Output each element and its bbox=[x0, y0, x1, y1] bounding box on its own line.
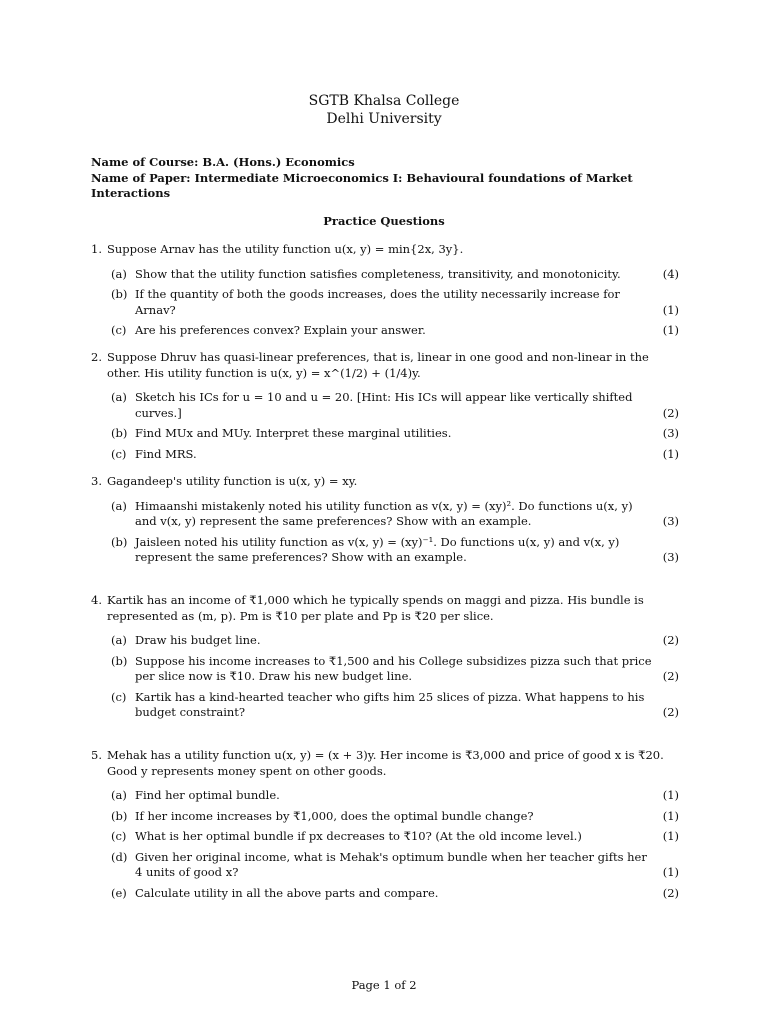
part-marks: (4) bbox=[662, 266, 679, 281]
question-number: 3. bbox=[91, 474, 102, 488]
part-text: Jaisleen noted his utility function as v(x, y) = (xy)⁻¹. Do functions u(x, y) and v(x, y) represent the same preferences? Show with an example. bbox=[135, 534, 620, 564]
part-marks: (1) bbox=[662, 829, 679, 843]
question-stem: Kartik has an income of ₹1,000 which he typically spends on maggi and pizza. His bundle is represented as (m, p). Pm is ₹10 per plate and Pp is ₹20 per slice. bbox=[107, 593, 644, 623]
part-label: (e) bbox=[111, 885, 127, 900]
university-name: Delhi University bbox=[326, 111, 442, 127]
part-marks: (1) bbox=[662, 788, 679, 802]
part-text: If her income increases by ₹1,000, does the optimal bundle change? bbox=[135, 808, 534, 823]
part-marks: (2) bbox=[662, 633, 679, 647]
part-text: Kartik has a kind-hearted teacher who gifts him 25 slices of pizza. What happens to his budget constraint? bbox=[135, 689, 645, 719]
question-5 bbox=[91, 748, 679, 901]
part-text: Given her original income, what is Mehak's optimum bundle when her teacher gifts her 4 units of good x? bbox=[135, 849, 647, 879]
part-label: (c) bbox=[111, 829, 127, 843]
page-number: Page 1 of 2 bbox=[351, 978, 417, 992]
part-label: (a) bbox=[111, 633, 127, 647]
part-marks: (2) bbox=[662, 405, 679, 420]
part-label: (a) bbox=[111, 788, 127, 802]
part-label: (a) bbox=[111, 266, 127, 281]
question-number: 5. bbox=[91, 748, 102, 762]
question-number: 4. bbox=[91, 593, 102, 607]
part-marks: (3) bbox=[662, 426, 679, 440]
part-text: Show that the utility function satisfies completeness, transitivity, and monotonicity. bbox=[135, 266, 621, 281]
course-name: Name of Course: B.A. (Hons.) Economics bbox=[91, 155, 355, 169]
part-marks: (2) bbox=[662, 669, 679, 683]
question-part bbox=[111, 654, 679, 685]
part-label: (b) bbox=[111, 534, 128, 549]
part-label: (c) bbox=[111, 323, 127, 337]
part-text: Suppose his income increases to ₹1,500 and his College subsidizes pizza such that price per slice now is ₹10. Draw his new budget line. bbox=[135, 653, 652, 683]
question-1 bbox=[91, 242, 679, 339]
part-text: If the quantity of both the goods increases, does the utility necessarily increase for Arnav? bbox=[135, 287, 620, 317]
part-text: Are his preferences convex? Explain your answer. bbox=[135, 323, 426, 337]
part-text: Calculate utility in all the above parts and compare. bbox=[135, 885, 439, 900]
part-label: (a) bbox=[111, 390, 127, 404]
paper-name: Name of Paper: Intermediate Microeconomics I: Behavioural foundations of Market Interactions bbox=[91, 170, 633, 200]
college-name: SGTB Khalsa College bbox=[308, 93, 460, 109]
part-text: Find MUx and MUy. Interpret these marginal utilities. bbox=[135, 426, 452, 440]
question-part bbox=[111, 633, 679, 649]
part-text: Find MRS. bbox=[135, 446, 197, 461]
question-number: 1. bbox=[91, 242, 102, 256]
question-part bbox=[111, 287, 679, 318]
question-stem: Gagandeep's utility function is u(x, y) = xy. bbox=[107, 474, 358, 488]
question-part bbox=[111, 829, 679, 845]
question-part bbox=[111, 267, 679, 283]
part-marks: (1) bbox=[662, 323, 679, 337]
question-part bbox=[111, 886, 679, 902]
part-text: Draw his budget line. bbox=[135, 633, 261, 647]
part-marks: (3) bbox=[662, 514, 679, 528]
part-label: (a) bbox=[111, 498, 127, 513]
part-marks: (3) bbox=[662, 550, 679, 564]
question-part bbox=[111, 390, 679, 421]
part-label: (c) bbox=[111, 689, 127, 704]
question-number: 2. bbox=[91, 350, 102, 364]
part-label: (d) bbox=[111, 849, 128, 864]
section-title: Practice Questions bbox=[323, 214, 445, 228]
part-label: (b) bbox=[111, 808, 128, 823]
part-label: (b) bbox=[111, 287, 128, 301]
part-text: Find her optimal bundle. bbox=[135, 788, 280, 802]
part-label: (b) bbox=[111, 426, 128, 440]
part-marks: (1) bbox=[662, 865, 679, 879]
question-stem: Mehak has a utility function u(x, y) = (x + 3)y. Her income is ₹3,000 and price of good x is ₹20. Good y represents money spent on other goods. bbox=[107, 748, 664, 778]
question-part bbox=[111, 690, 679, 721]
part-marks: (1) bbox=[662, 808, 679, 823]
part-marks: (1) bbox=[662, 302, 679, 317]
part-text: Himaanshi mistakenly noted his utility function as v(x, y) = (xy)². Do functions u(x, y) and v(x, y) represent the same preferences? Show with an example. bbox=[135, 498, 633, 528]
part-marks: (1) bbox=[662, 446, 679, 461]
question-4 bbox=[91, 593, 679, 721]
question-part bbox=[111, 447, 679, 463]
part-label: (c) bbox=[111, 446, 127, 461]
question-stem: Suppose Arnav has the utility function u(x, y) = min{2x, 3y}. bbox=[107, 242, 464, 256]
question-part bbox=[111, 788, 679, 804]
question-part bbox=[111, 323, 679, 339]
part-marks: (2) bbox=[662, 885, 679, 900]
part-text: What is her optimal bundle if px decreases to ₹10? (At the old income level.) bbox=[135, 829, 582, 843]
question-stem: Suppose Dhruv has quasi-linear preferences, that is, linear in one good and non-linear in the other. His utility function is u(x, y) = x^(1/2) + (1/4)y. bbox=[107, 350, 649, 380]
part-text: Sketch his ICs for u = 10 and u = 20. [Hint: His ICs will appear like vertically shifted curves.] bbox=[135, 390, 633, 420]
part-marks: (2) bbox=[662, 705, 679, 719]
question-3 bbox=[91, 474, 679, 566]
question-part bbox=[111, 535, 679, 566]
question-2 bbox=[91, 350, 679, 462]
question-part bbox=[111, 850, 679, 881]
document-header bbox=[0, 92, 768, 128]
question-part bbox=[111, 426, 679, 442]
course-meta bbox=[91, 155, 679, 202]
question-part bbox=[111, 809, 679, 825]
question-part bbox=[111, 499, 679, 530]
part-label: (b) bbox=[111, 653, 128, 668]
